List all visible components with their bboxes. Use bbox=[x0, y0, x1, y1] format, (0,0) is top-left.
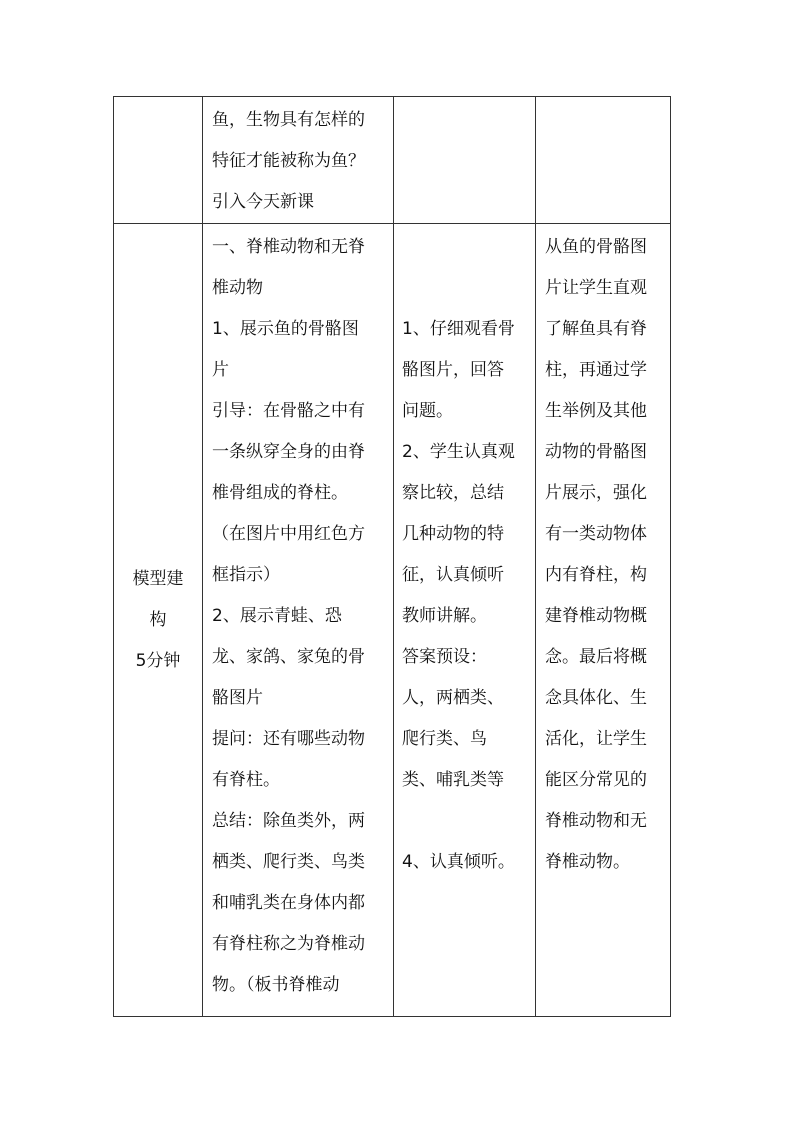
text-line: 引入今天新课 bbox=[212, 192, 314, 212]
teacher-activity-cell bbox=[203, 97, 394, 224]
student-activity-text bbox=[394, 224, 535, 883]
table-row bbox=[114, 224, 671, 1017]
table-row bbox=[114, 97, 671, 224]
teacher-activity-text bbox=[203, 224, 393, 1006]
text-line: 4、认真倾听。 bbox=[402, 852, 515, 872]
text-line: 骼图片 bbox=[212, 688, 263, 708]
text-line: （在图片中用红色方 bbox=[212, 524, 365, 544]
text-line: 有脊柱称之为脊椎动 bbox=[212, 934, 365, 954]
text-line: 一条纵穿全身的由脊 bbox=[212, 442, 365, 462]
text-line: 特征才能被称为鱼？ bbox=[212, 151, 365, 171]
text-line: 总结：除鱼类外，两 bbox=[212, 811, 365, 831]
text-line: 答案预设： bbox=[402, 647, 487, 667]
text-line: 有脊柱。 bbox=[212, 770, 280, 790]
text-line: 1、展示鱼的骨骼图 bbox=[212, 319, 359, 339]
text-line: 一、脊椎动物和无脊 bbox=[212, 237, 365, 257]
text-line: 了解鱼具有脊 bbox=[545, 319, 647, 339]
text-line: 脊椎动物和无 bbox=[545, 811, 647, 831]
stage-cell bbox=[114, 97, 203, 224]
text-line: 物。（板书脊椎动 bbox=[212, 975, 340, 995]
text-line: 类、哺乳类等 bbox=[402, 770, 504, 790]
text-line: 和哺乳类在身体内都 bbox=[212, 893, 365, 913]
text-line: 2、展示青蛙、恐 bbox=[212, 606, 342, 626]
text-line: 片展示，强化 bbox=[545, 483, 647, 503]
text-line: 人，两栖类、 bbox=[402, 688, 504, 708]
design-intent-text bbox=[536, 224, 670, 883]
spacer bbox=[402, 227, 529, 309]
text-line: 爬行类、鸟 bbox=[402, 729, 487, 749]
text-line: 提问：还有哪些动物 bbox=[212, 729, 365, 749]
text-line: 椎动物 bbox=[212, 278, 263, 298]
stage-cell bbox=[114, 224, 203, 1017]
text-line: 教师讲解。 bbox=[402, 606, 487, 626]
lesson-plan-table bbox=[113, 96, 671, 1017]
text-line: 骼图片，回答 bbox=[402, 360, 504, 380]
spacer bbox=[402, 801, 529, 842]
text-line: 片 bbox=[212, 360, 229, 380]
text-line: 2、学生认真观 bbox=[402, 442, 515, 462]
design-intent-cell bbox=[536, 97, 671, 224]
text-line: 几种动物的特 bbox=[402, 524, 504, 544]
text-line: 征，认真倾听 bbox=[402, 565, 504, 585]
teacher-activity-cell bbox=[203, 224, 394, 1017]
text-line: 脊椎动物。 bbox=[545, 852, 630, 872]
text-line: 龙、家鸽、家兔的骨 bbox=[212, 647, 365, 667]
stage-duration: 5分钟 bbox=[135, 650, 181, 671]
intro-text bbox=[203, 97, 393, 223]
student-activity-cell bbox=[394, 224, 536, 1017]
text-line: 鱼，生物具有怎样的 bbox=[212, 110, 365, 130]
text-line: 问题。 bbox=[402, 401, 453, 421]
text-line: 能区分常见的 bbox=[545, 770, 647, 790]
text-line: 1、仔细观看骨 bbox=[402, 319, 515, 339]
text-line: 察比较，总结 bbox=[402, 483, 504, 503]
text-line: 内有脊柱，构 bbox=[545, 565, 647, 585]
design-intent-cell bbox=[536, 224, 671, 1017]
text-line: 框指示） bbox=[212, 565, 280, 585]
stage-label: 构 bbox=[149, 609, 167, 630]
text-line: 片让学生直观 bbox=[545, 278, 647, 298]
text-line: 念。最后将概 bbox=[545, 647, 647, 667]
text-line: 从鱼的骨骼图 bbox=[545, 237, 647, 257]
text-line: 引导：在骨骼之中有 bbox=[212, 401, 365, 421]
text-line: 念具体化、生 bbox=[545, 688, 647, 708]
stage-label: 模型建 bbox=[132, 568, 184, 589]
text-line: 建脊椎动物概 bbox=[545, 606, 647, 626]
text-line: 动物的骨骼图 bbox=[545, 442, 647, 462]
text-line: 柱，再通过学 bbox=[545, 360, 647, 380]
text-line: 生举例及其他 bbox=[545, 401, 647, 421]
text-line: 椎骨组成的脊柱。 bbox=[212, 483, 348, 503]
text-line: 栖类、爬行类、鸟类 bbox=[212, 852, 365, 872]
text-line: 有一类动物体 bbox=[545, 524, 647, 544]
text-line: 活化，让学生 bbox=[545, 729, 647, 749]
student-activity-cell bbox=[394, 97, 536, 224]
